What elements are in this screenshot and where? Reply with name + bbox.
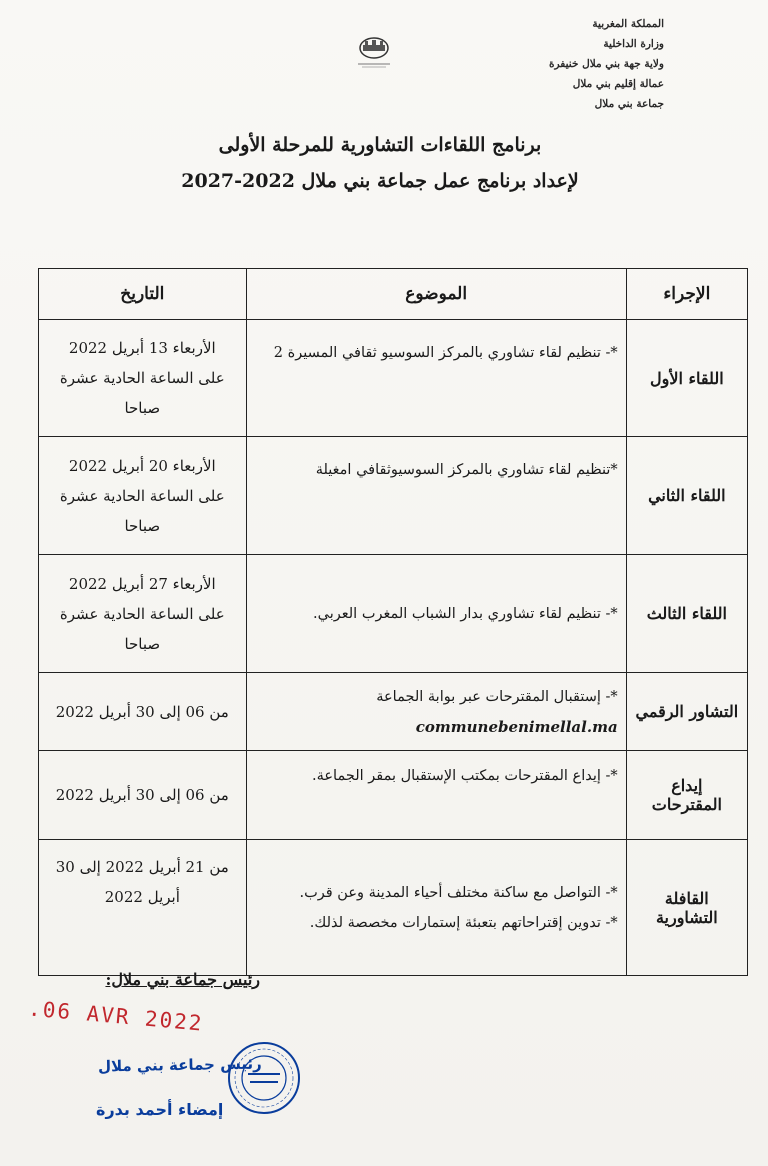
date-cell	[39, 437, 247, 555]
table-row	[39, 555, 748, 673]
header-line: وزارة الداخلية	[603, 38, 664, 50]
date-line: من 06 إلى 30 أبريل 2022	[55, 702, 229, 721]
table-row	[39, 437, 748, 555]
subject-line: *تنظيم لقاء تشاوري بالمركز السوسيوثقافي امغيلة	[315, 462, 618, 478]
procedure-cell: التشاور الرقمي	[626, 673, 747, 751]
header-line: جماعة بني ملال	[594, 98, 664, 110]
date-line: من 06 إلى 30 أبريل 2022	[55, 786, 229, 804]
signature-title: رئيس جماعة بني ملال	[97, 1054, 262, 1076]
header-procedure: الإجراء	[626, 269, 747, 320]
header-line: عمالة إقليم بني ملال	[572, 78, 664, 90]
commune-emblem-icon	[352, 34, 396, 74]
procedure-cell: اللقاء الأول	[626, 320, 747, 437]
date-stamp: .06 AVR 2022	[27, 996, 205, 1036]
president-label: رئيس جماعة بني ملال:	[105, 970, 260, 989]
date-line: صباحا	[124, 399, 161, 417]
header-date: التاريخ	[39, 269, 247, 320]
subject-line: *- تنظيم لقاء تشاوري بدار الشباب المغرب العربي.	[313, 605, 618, 622]
subject-cell	[246, 320, 626, 437]
header-line: ولاية جهة بني ملال خنيفرة	[549, 58, 664, 70]
date-line: الأربعاء 27 أبريل 2022	[68, 574, 216, 593]
table-row	[39, 751, 748, 840]
subject-cell	[246, 751, 626, 840]
subject-line: *- إستقبال المقترحات عبر بوابة الجماعة	[376, 688, 618, 705]
date-line: صباحا	[124, 516, 161, 535]
date-cell	[39, 751, 247, 840]
date-line: من 21 أبريل 2022 إلى 30	[55, 858, 229, 876]
table-row	[39, 840, 748, 976]
date-line: الأربعاء 13 أبريل 2022	[68, 339, 216, 357]
date-cell	[39, 555, 247, 673]
signature-name: إمضاء أحمد بدرة	[96, 1100, 224, 1119]
table-row	[39, 320, 748, 437]
subject-cell	[246, 555, 626, 673]
commune-seal-icon	[226, 1040, 302, 1116]
procedure-cell: اللقاء الثالث	[626, 555, 747, 673]
subject-line: *- تنظيم لقاء تشاوري بالمركز السوسيو ثقافي المسيرة 2	[273, 345, 618, 361]
procedure-cell: القافلة التشاورية	[626, 840, 747, 976]
date-cell	[39, 673, 247, 751]
subject-cell	[246, 437, 626, 555]
date-cell	[39, 840, 247, 976]
program-table	[38, 268, 748, 976]
date-cell	[39, 320, 247, 437]
header-subject: الموضوع	[246, 269, 626, 320]
subject-cell	[246, 673, 626, 751]
portal-url-link[interactable]: communebenimellal.ma	[415, 717, 618, 736]
procedure-cell: إيداع المقترحات	[626, 751, 747, 840]
date-line: صباحا	[124, 634, 161, 653]
subject-line: *- إيداع المقترحات بمكتب الإستقبال بمقر الجماعة.	[312, 768, 618, 784]
subject-line: *- تدوين إقتراحاتهم بتعبئة إستمارات مخصصة لذلك.	[309, 914, 618, 931]
table-row	[39, 673, 748, 751]
date-line: على الساعة الحادية عشرة	[59, 486, 225, 505]
header-line: المملكة المغربية	[592, 18, 664, 30]
date-line: أبريل 2022	[104, 888, 180, 906]
official-header	[514, 14, 664, 114]
subject-line: *- التواصل مع ساكنة مختلف أحياء المدينة وعن قرب.	[299, 884, 618, 901]
date-line: على الساعة الحادية عشرة	[59, 369, 225, 387]
date-line: على الساعة الحادية عشرة	[59, 604, 225, 623]
subject-cell	[246, 840, 626, 976]
table-header-row	[39, 269, 748, 320]
date-line: الأربعاء 20 أبريل 2022	[68, 456, 216, 475]
document-title: برنامج اللقاءات التشاورية للمرحلة الأولى	[218, 134, 542, 156]
document-subtitle: لإعداد برنامج عمل جماعة بني ملال 2022-2027	[181, 170, 579, 192]
procedure-cell: اللقاء الثاني	[626, 437, 747, 555]
